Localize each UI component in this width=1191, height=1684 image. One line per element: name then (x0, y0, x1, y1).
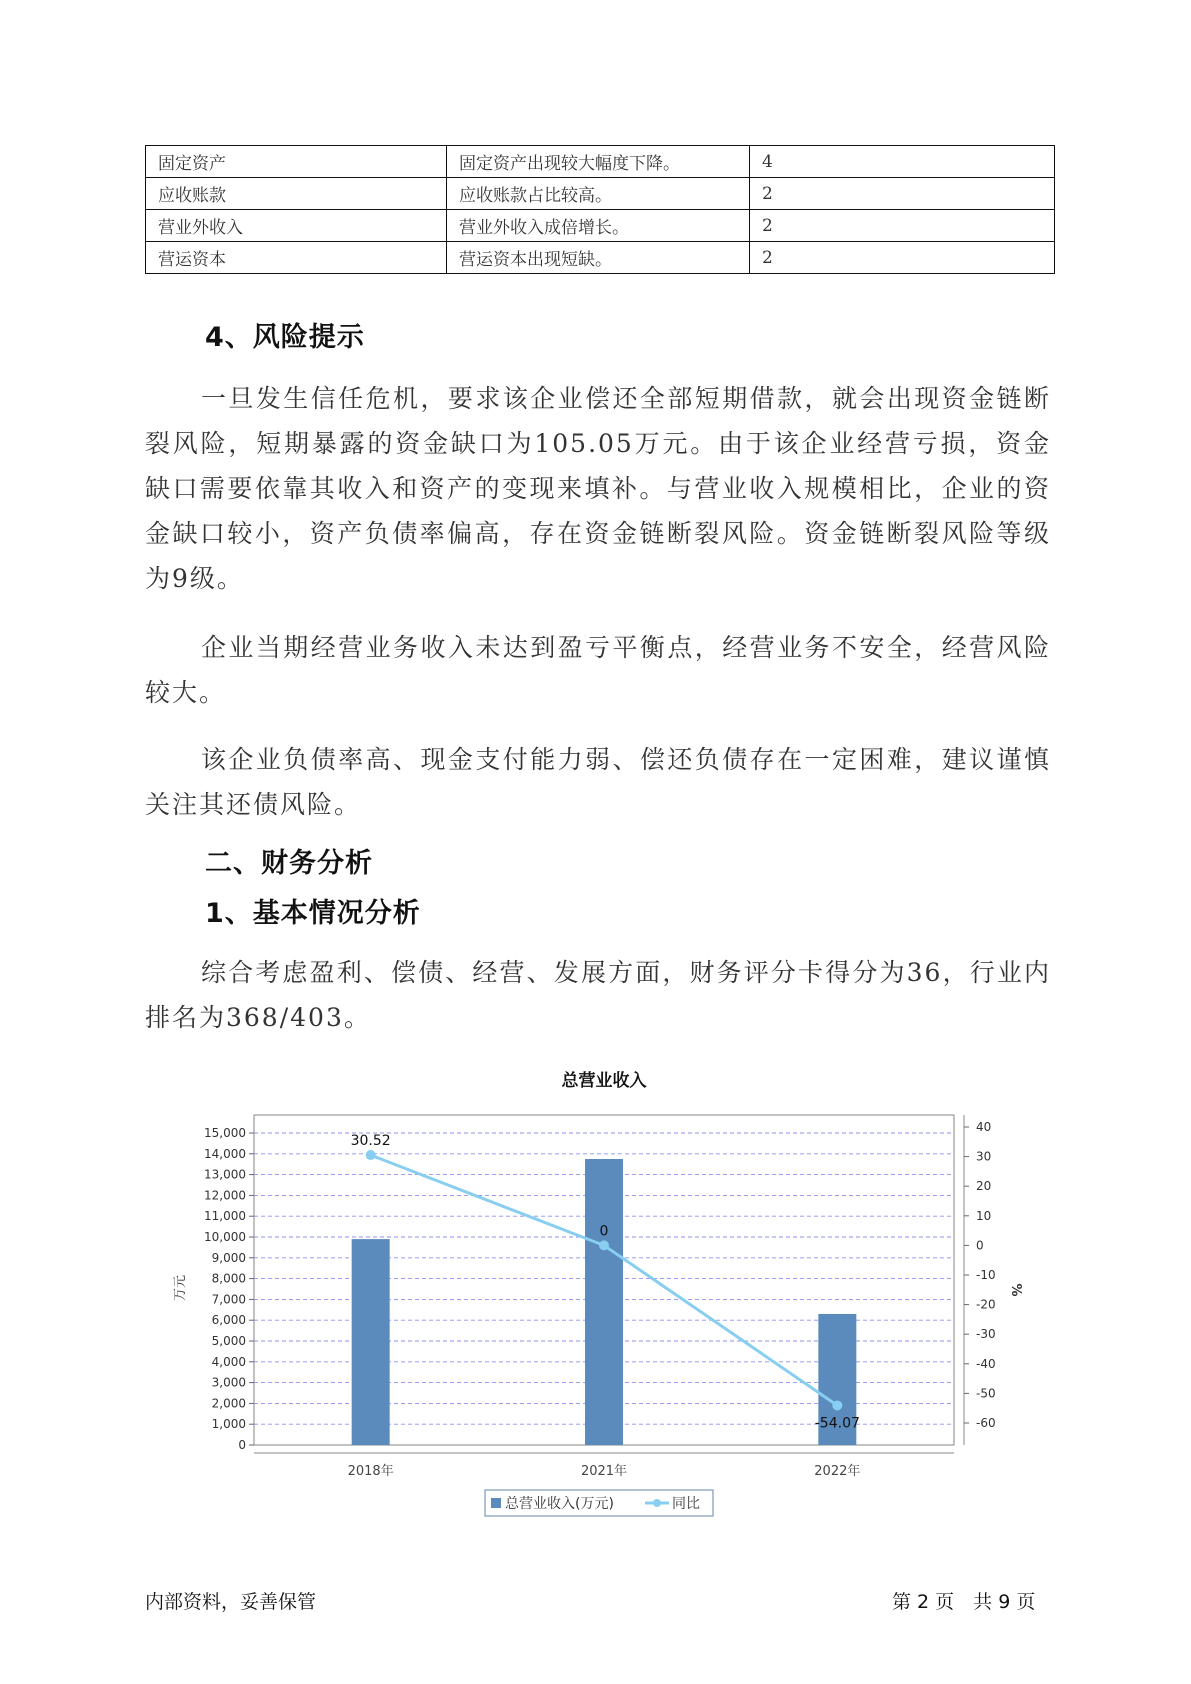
table-body (146, 146, 1055, 274)
table-row (146, 178, 1055, 210)
y-tick-label: 5,000 (211, 1334, 246, 1348)
x-tick-label: 2018年 (347, 1464, 394, 1479)
yoy-point (599, 1240, 609, 1250)
chart-title: 总营业收入 (561, 1071, 647, 1091)
table-cell-score: 2 (750, 178, 1055, 210)
yoy-point (832, 1400, 842, 1410)
y-tick-label: 3,000 (211, 1375, 246, 1390)
legend-swatch-bar (491, 1498, 501, 1508)
y-tick-label: 13,000 (204, 1167, 246, 1182)
yoy-data-label: 0 (599, 1223, 609, 1240)
table-cell-score: 2 (750, 210, 1055, 242)
risk-paragraph-1: 一旦发生信任危机，要求该企业偿还全部短期借款，就会出现资金链断裂风险，短期暴露的资金缺口为105.05万元。由于该企业经营亏损，资金缺口需要依靠其收入和资产的变现来填补。与营业收入规模相比，企业的资金缺口较小，资产负债率偏高，存在资金链断裂风险。资金链断裂风险等级为9级。 (145, 384, 1051, 593)
revenue-chart (170, 1060, 1030, 1530)
y2-tick-label: -60 (976, 1416, 996, 1430)
y-axis-title: 万元 (173, 1274, 188, 1302)
y-tick-label: 2,000 (211, 1396, 246, 1411)
y2-tick-label: -50 (976, 1386, 996, 1401)
table-cell-item: 营运资本 (146, 242, 447, 274)
x-tick-label: 2022年 (814, 1464, 861, 1479)
y-tick-label: 4,000 (211, 1354, 246, 1369)
legend-label-line: 同比 (672, 1496, 700, 1512)
y-tick-label: 15,000 (204, 1126, 246, 1140)
legend-swatch-point (653, 1499, 661, 1507)
y2-tick-label: -20 (976, 1297, 996, 1312)
basic-analysis-heading: 1、基本情况分析 (205, 898, 421, 929)
finance-paragraph-1: 综合考虑盈利、偿债、经营、发展方面，财务评分卡得分为36，行业内排名为368/403。 (145, 958, 1051, 1032)
y-tick-label: 8,000 (211, 1271, 246, 1286)
table-cell-item: 应收账款 (146, 178, 447, 210)
finance-section-heading: 二、财务分析 (205, 848, 373, 879)
legend-label-bar: 总营业收入(万元) (505, 1496, 614, 1512)
table-row (146, 242, 1055, 274)
footer-confidential-note: 内部资料，妥善保管 (145, 1591, 317, 1613)
y2-tick-label: 30 (976, 1149, 992, 1164)
revenue-bar (585, 1159, 623, 1445)
y2-tick-label: 0 (976, 1238, 984, 1253)
revenue-bar (352, 1239, 390, 1445)
y2-tick-label: 20 (976, 1179, 992, 1194)
y2-axis-title: % (1008, 1283, 1023, 1297)
x-tick-label: 2021年 (580, 1464, 628, 1479)
table-cell-desc: 应收账款占比较高。 (447, 178, 750, 210)
y-tick-label: 10,000 (204, 1230, 246, 1244)
risk-indicator-table (145, 145, 1055, 274)
y2-tick-label: -30 (976, 1327, 996, 1342)
table-cell-score: 4 (750, 146, 1055, 178)
footer-page-number: 第 2 页 共 9 页 (892, 1591, 1036, 1613)
yoy-point (366, 1150, 376, 1160)
yoy-data-label: -54.07 (814, 1415, 860, 1432)
y-tick-label: 11,000 (204, 1209, 246, 1224)
y2-tick-label: 40 (976, 1120, 992, 1134)
table-cell-desc: 营业外收入成倍增长。 (447, 210, 750, 242)
y-tick-label: 14,000 (204, 1146, 246, 1161)
risk-paragraph-2: 企业当期经营业务收入未达到盈亏平衡点，经营业务不安全，经营风险较大。 (145, 633, 1051, 707)
yoy-data-label: 30.52 (350, 1133, 391, 1150)
table-row (146, 210, 1055, 242)
table-cell-score: 2 (750, 242, 1055, 274)
y-tick-label: 9,000 (211, 1250, 246, 1265)
y2-tick-label: -40 (976, 1356, 996, 1371)
y2-tick-label: 10 (976, 1208, 992, 1223)
table-row (146, 146, 1055, 178)
y-tick-label: 7,000 (211, 1292, 246, 1307)
risk-paragraph-3: 该企业负债率高、现金支付能力弱、偿还负债存在一定困难，建议谨慎关注其还债风险。 (145, 745, 1051, 819)
table-cell-item: 固定资产 (146, 146, 447, 178)
table-cell-item: 营业外收入 (146, 210, 447, 242)
y-tick-label: 12,000 (204, 1188, 246, 1203)
table-cell-desc: 固定资产出现较大幅度下降。 (447, 146, 750, 178)
table-cell-desc: 营运资本出现短缺。 (447, 242, 750, 274)
y-tick-label: 6,000 (211, 1313, 246, 1328)
y-tick-label: 1,000 (211, 1417, 246, 1432)
y2-tick-label: -10 (976, 1268, 996, 1282)
y-tick-label: 0 (238, 1438, 246, 1452)
risk-section-heading: 4、风险提示 (205, 322, 365, 353)
